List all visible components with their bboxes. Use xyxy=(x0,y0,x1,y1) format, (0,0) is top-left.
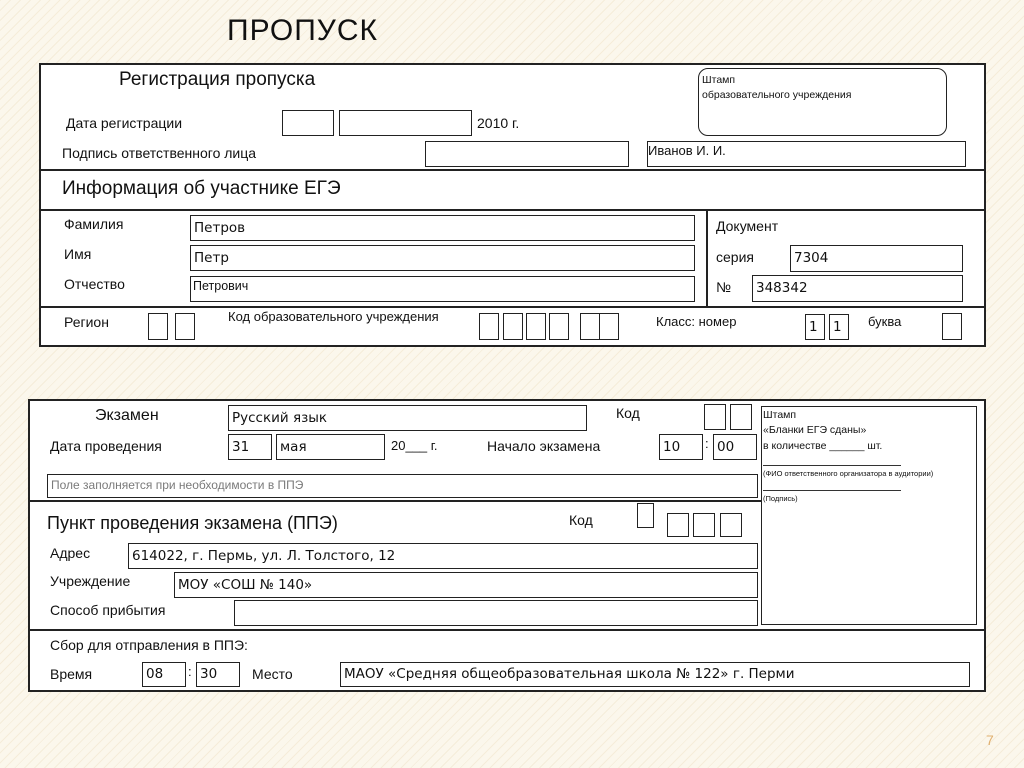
registration-heading: Регистрация пропуска xyxy=(119,69,316,90)
ppe-code-cell-3[interactable] xyxy=(693,513,715,537)
gathering-time-separator: : xyxy=(188,664,192,679)
letter-label: буква xyxy=(868,314,902,329)
gathering-hour-field[interactable]: 08 xyxy=(142,662,186,687)
school-code-cell-3[interactable] xyxy=(526,313,546,340)
document-label: Документ xyxy=(716,218,779,234)
stamp-label-2: образовательного учреждения xyxy=(702,89,852,101)
ppe-code-cell-4[interactable] xyxy=(720,513,742,537)
number-label: № xyxy=(716,279,732,295)
exam-day-field[interactable]: 31 xyxy=(228,434,272,460)
address-label: Адрес xyxy=(50,545,91,561)
gathering-place-label: Место xyxy=(252,666,293,682)
delivery-stamp-quantity: в количестве ______ шт. xyxy=(763,440,883,452)
ppe-note: Поле заполняется при необходимости в ППЭ xyxy=(51,478,304,492)
school-code-cell-5[interactable] xyxy=(580,313,600,340)
divider xyxy=(28,629,986,631)
gathering-heading: Сбор для отправления в ППЭ: xyxy=(50,637,248,653)
region-cell-1[interactable] xyxy=(148,313,168,340)
name-field[interactable]: Петр xyxy=(190,245,695,271)
exam-code-cell-2[interactable] xyxy=(730,404,752,430)
organizer-fio-caption: (ФИО ответственного организатора в аудитории) xyxy=(763,469,934,478)
signature-field[interactable] xyxy=(425,141,629,167)
delivery-stamp-subtitle: «Бланки ЕГЭ сданы» xyxy=(763,424,867,436)
institution-label: Учреждение xyxy=(50,573,131,589)
registration-date-label: Дата регистрации xyxy=(66,115,183,131)
page-number: 7 xyxy=(986,732,994,748)
exam-start-minute-field[interactable]: 00 xyxy=(713,434,757,460)
delivery-stamp-title: Штамп xyxy=(763,409,797,421)
exam-code-label: Код xyxy=(616,405,640,421)
registration-year-label: 2010 г. xyxy=(477,115,520,131)
stamp-underline xyxy=(763,490,901,491)
region-label: Регион xyxy=(64,314,109,330)
surname-field[interactable]: Петров xyxy=(190,215,695,241)
name-label: Имя xyxy=(64,246,92,262)
exam-month-field[interactable]: мая xyxy=(276,434,385,460)
class-digit-1[interactable]: 1 xyxy=(805,314,825,340)
ppe-code-cell-2[interactable] xyxy=(667,513,689,537)
patronymic-field[interactable] xyxy=(190,276,695,302)
series-label: серия xyxy=(716,249,754,265)
divider xyxy=(39,209,986,211)
signature-label: Подпись ответственного лица xyxy=(62,145,257,161)
class-letter-cell[interactable] xyxy=(942,313,962,340)
signature-caption: (Подпись) xyxy=(763,494,798,503)
divider xyxy=(706,209,708,306)
gathering-minute-field[interactable]: 30 xyxy=(196,662,240,687)
exam-start-label: Начало экзамена xyxy=(487,438,601,454)
participant-heading: Информация об участнике ЕГЭ xyxy=(62,178,341,199)
divider xyxy=(39,306,986,308)
number-field[interactable]: 348342 xyxy=(752,275,963,302)
ppe-code-cell-1[interactable] xyxy=(637,503,654,528)
exam-year-label: 20___ г. xyxy=(391,438,438,453)
registration-date-month-field[interactable] xyxy=(339,110,472,136)
institution-field[interactable]: МОУ «СОШ № 140» xyxy=(174,572,758,598)
stamp-underline xyxy=(763,465,901,466)
ppe-code-label: Код xyxy=(569,512,593,528)
exam-label: Экзамен xyxy=(95,407,159,424)
arrival-field[interactable] xyxy=(234,600,758,626)
stamp-label: Штамп xyxy=(702,74,736,86)
responsible-name: Иванов И. И. xyxy=(648,143,726,158)
registration-date-day-field[interactable] xyxy=(282,110,334,136)
ppe-heading: Пункт проведения экзамена (ППЭ) xyxy=(47,513,338,533)
gathering-time-label: Время xyxy=(50,666,93,682)
school-code-cell-2[interactable] xyxy=(503,313,523,340)
delivery-stamp-area xyxy=(761,406,977,625)
surname-label: Фамилия xyxy=(64,216,124,232)
exam-code-cell-1[interactable] xyxy=(704,404,726,430)
class-digit-2[interactable]: 1 xyxy=(829,314,849,340)
school-code-cell-1[interactable] xyxy=(479,313,499,340)
divider xyxy=(28,500,761,502)
exam-date-label: Дата проведения xyxy=(50,438,162,454)
patronymic-value: Петрович xyxy=(193,279,249,293)
gathering-place-field[interactable]: МАОУ «Средняя общеобразовательная школа № 122» г. Перми xyxy=(340,662,970,687)
arrival-label: Способ прибытия xyxy=(50,602,166,618)
address-field[interactable]: 614022, г. Пермь, ул. Л. Толстого, 12 xyxy=(128,543,758,569)
exam-subject-field[interactable]: Русский язык xyxy=(228,405,587,431)
page-title: ПРОПУСК xyxy=(227,14,379,47)
series-field[interactable]: 7304 xyxy=(790,245,963,272)
class-label: Класс: номер xyxy=(656,314,737,329)
divider xyxy=(39,169,986,171)
school-code-cell-6[interactable] xyxy=(599,313,619,340)
school-stamp-area xyxy=(698,68,947,136)
region-cell-2[interactable] xyxy=(175,313,195,340)
exam-start-hour-field[interactable]: 10 xyxy=(659,434,703,460)
time-separator: : xyxy=(705,436,709,451)
school-code-label: Код образовательного учреждения xyxy=(228,309,439,324)
patronymic-label: Отчество xyxy=(64,276,125,292)
school-code-cell-4[interactable] xyxy=(549,313,569,340)
